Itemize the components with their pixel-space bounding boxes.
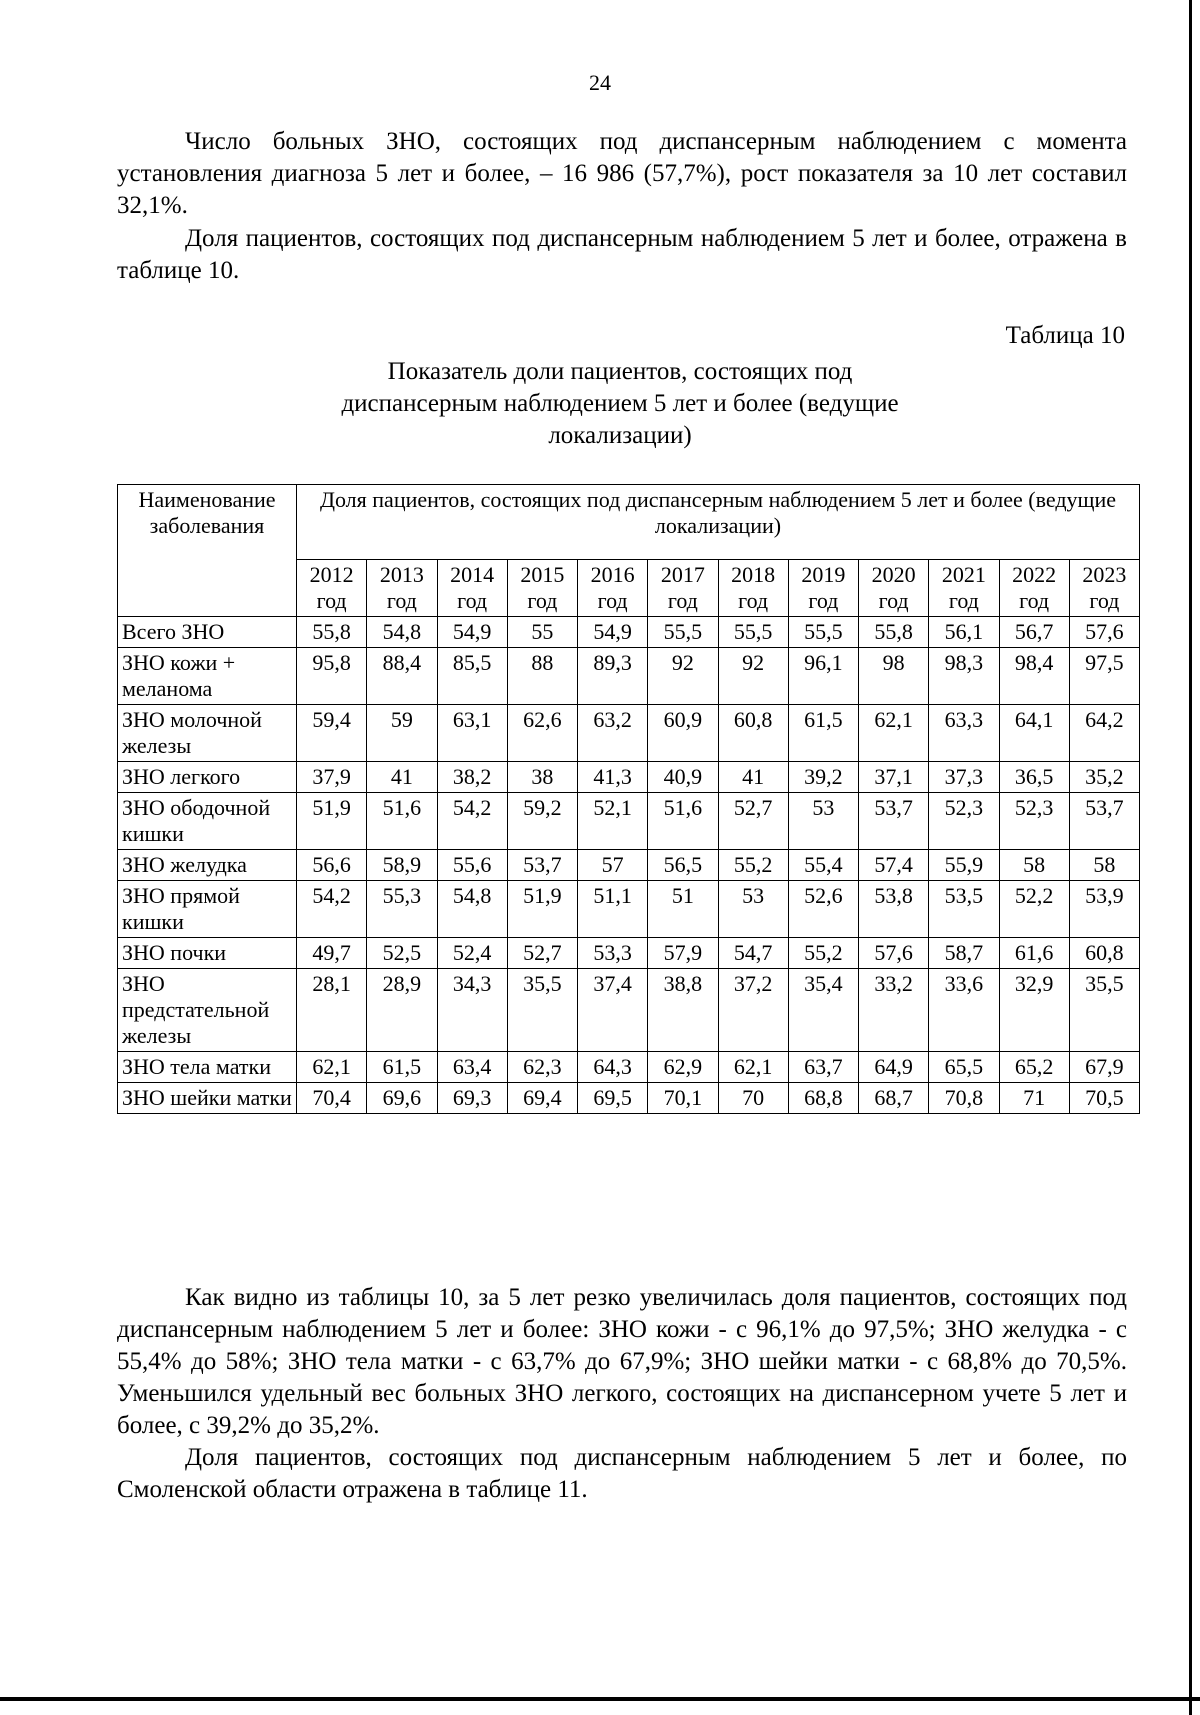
paragraph-intro-text: Число больных ЗНО, состоящих под диспансерным наблюдением с момента установления диагноза 5 лет и более, – 16 986 (57,7%), рост показателя за 10 лет составил 32,1%. xyxy=(117,128,1127,219)
value-cell: 58 xyxy=(999,850,1069,881)
value-cell: 56,7 xyxy=(999,617,1069,648)
value-cell: 37,2 xyxy=(718,969,788,1052)
value-cell: 55 xyxy=(507,617,577,648)
disease-name-cell: ЗНО тела матки xyxy=(118,1052,297,1083)
value-cell: 62,1 xyxy=(718,1052,788,1083)
data-table xyxy=(117,484,1140,1114)
value-cell: 33,2 xyxy=(859,969,929,1052)
year-column-header: 2018 год xyxy=(718,560,788,617)
value-cell: 52,7 xyxy=(507,938,577,969)
table-row xyxy=(118,1052,1140,1083)
value-cell: 52,6 xyxy=(788,881,858,938)
disease-name-cell: ЗНО предстательной железы xyxy=(118,969,297,1052)
value-cell: 70,1 xyxy=(648,1083,718,1114)
disease-name-cell: ЗНО почки xyxy=(118,938,297,969)
scan-edge-line xyxy=(1189,0,1192,1715)
value-cell: 52,4 xyxy=(437,938,507,969)
value-cell: 61,5 xyxy=(788,705,858,762)
year-column-header: 2013 год xyxy=(367,560,437,617)
value-cell: 53,7 xyxy=(1069,793,1139,850)
value-cell: 69,6 xyxy=(367,1083,437,1114)
value-cell: 55,9 xyxy=(929,850,999,881)
paragraph-table-reference-text: Доля пациентов, состоящих под диспансерным наблюдением 5 лет и более, отражена в таблице 10. xyxy=(117,225,1127,284)
value-cell: 40,9 xyxy=(648,762,718,793)
value-cell: 53,5 xyxy=(929,881,999,938)
value-cell: 69,3 xyxy=(437,1083,507,1114)
value-cell: 33,6 xyxy=(929,969,999,1052)
value-cell: 89,3 xyxy=(578,648,648,705)
table-label: Таблица 10 xyxy=(1005,322,1125,349)
value-cell: 51,9 xyxy=(507,881,577,938)
value-cell: 62,6 xyxy=(507,705,577,762)
value-cell: 59 xyxy=(367,705,437,762)
value-cell: 95,8 xyxy=(297,648,367,705)
value-cell: 53,3 xyxy=(578,938,648,969)
year-column-header: 2016 год xyxy=(578,560,648,617)
value-cell: 38 xyxy=(507,762,577,793)
value-cell: 57,6 xyxy=(1069,617,1139,648)
year-column-header: 2019 год xyxy=(788,560,858,617)
value-cell: 63,7 xyxy=(788,1052,858,1083)
value-cell: 54,7 xyxy=(718,938,788,969)
value-cell: 57,6 xyxy=(859,938,929,969)
value-cell: 60,8 xyxy=(1069,938,1139,969)
value-cell: 36,5 xyxy=(999,762,1069,793)
table-header-row xyxy=(118,485,1140,560)
value-cell: 52,3 xyxy=(929,793,999,850)
value-cell: 58 xyxy=(1069,850,1139,881)
value-cell: 88,4 xyxy=(367,648,437,705)
value-cell: 37,3 xyxy=(929,762,999,793)
value-cell: 51 xyxy=(648,881,718,938)
disease-name-cell: ЗНО желудка xyxy=(118,850,297,881)
value-cell: 60,8 xyxy=(718,705,788,762)
table-row xyxy=(118,648,1140,705)
value-cell: 58,7 xyxy=(929,938,999,969)
paragraph-next-table-text: Доля пациентов, состоящих под диспансерным наблюдением 5 лет и более, по Смоленской области отражена в таблице 11. xyxy=(117,1444,1127,1503)
paragraph-analysis-text: Как видно из таблицы 10, за 5 лет резко увеличилась доля пациентов, состоящих под диспансерным наблюдением 5 лет и более: ЗНО кожи - с 96,1% до 97,5%; ЗНО желудка - с 55,4% до 58%; ЗНО тела матки - с 63,7% до 67,9%; ЗНО шейки матки - с 68,8% до 70,5%. Уменьшился удельный вес больных ЗНО легкого, состоящих на диспансерном учете 5 лет и более, с 39,2% до 35,2%. xyxy=(117,1284,1127,1439)
value-cell: 57 xyxy=(578,850,648,881)
year-column-header: 2017 год xyxy=(648,560,718,617)
disease-name-cell: ЗНО ободочной кишки xyxy=(118,793,297,850)
value-cell: 51,1 xyxy=(578,881,648,938)
year-column-header: 2012 год xyxy=(297,560,367,617)
value-cell: 55,5 xyxy=(788,617,858,648)
value-cell: 61,6 xyxy=(999,938,1069,969)
value-cell: 54,2 xyxy=(297,881,367,938)
value-cell: 41,3 xyxy=(578,762,648,793)
value-cell: 98 xyxy=(859,648,929,705)
value-cell: 28,9 xyxy=(367,969,437,1052)
value-cell: 70 xyxy=(718,1083,788,1114)
disease-name-cell: ЗНО шейки матки xyxy=(118,1083,297,1114)
value-cell: 53,7 xyxy=(859,793,929,850)
value-cell: 51,6 xyxy=(648,793,718,850)
value-cell: 68,8 xyxy=(788,1083,858,1114)
year-column-header: 2015 год xyxy=(507,560,577,617)
table-title: Показатель доли пациентов, состоящих под диспансерным наблюдением 5 лет и более (ведущие локализации) xyxy=(341,358,899,449)
value-cell: 63,1 xyxy=(437,705,507,762)
value-cell: 38,2 xyxy=(437,762,507,793)
table-row xyxy=(118,969,1140,1052)
value-cell: 59,4 xyxy=(297,705,367,762)
value-cell: 37,9 xyxy=(297,762,367,793)
value-cell: 54,2 xyxy=(437,793,507,850)
value-cell: 56,5 xyxy=(648,850,718,881)
paragraph-next-table xyxy=(117,1442,1127,1506)
value-cell: 54,8 xyxy=(367,617,437,648)
value-cell: 49,7 xyxy=(297,938,367,969)
paragraph-intro xyxy=(117,126,1127,222)
value-cell: 55,6 xyxy=(437,850,507,881)
value-cell: 53,8 xyxy=(859,881,929,938)
value-cell: 70,5 xyxy=(1069,1083,1139,1114)
value-cell: 70,8 xyxy=(929,1083,999,1114)
value-cell: 63,2 xyxy=(578,705,648,762)
value-cell: 53,7 xyxy=(507,850,577,881)
value-cell: 52,2 xyxy=(999,881,1069,938)
table-row xyxy=(118,938,1140,969)
value-cell: 55,5 xyxy=(648,617,718,648)
value-cell: 54,8 xyxy=(437,881,507,938)
value-cell: 35,2 xyxy=(1069,762,1139,793)
value-cell: 71 xyxy=(999,1083,1069,1114)
value-cell: 53 xyxy=(788,793,858,850)
year-column-header: 2020 год xyxy=(859,560,929,617)
value-cell: 41 xyxy=(718,762,788,793)
value-cell: 67,9 xyxy=(1069,1052,1139,1083)
paragraph-table-reference xyxy=(117,223,1127,287)
value-cell: 35,5 xyxy=(1069,969,1139,1052)
value-cell: 62,3 xyxy=(507,1052,577,1083)
value-cell: 98,4 xyxy=(999,648,1069,705)
year-column-header: 2014 год xyxy=(437,560,507,617)
value-cell: 39,2 xyxy=(788,762,858,793)
value-cell: 54,9 xyxy=(437,617,507,648)
value-cell: 59,2 xyxy=(507,793,577,850)
disease-name-cell: ЗНО кожи + меланома xyxy=(118,648,297,705)
value-cell: 55,8 xyxy=(297,617,367,648)
value-cell: 64,3 xyxy=(578,1052,648,1083)
table-row xyxy=(118,881,1140,938)
value-cell: 53,9 xyxy=(1069,881,1139,938)
value-cell: 96,1 xyxy=(788,648,858,705)
value-cell: 63,3 xyxy=(929,705,999,762)
value-cell: 62,1 xyxy=(297,1052,367,1083)
value-cell: 52,3 xyxy=(999,793,1069,850)
value-cell: 64,1 xyxy=(999,705,1069,762)
year-column-header: 2021 год xyxy=(929,560,999,617)
value-cell: 54,9 xyxy=(578,617,648,648)
value-cell: 85,5 xyxy=(437,648,507,705)
value-cell: 55,3 xyxy=(367,881,437,938)
value-cell: 69,4 xyxy=(507,1083,577,1114)
value-cell: 34,3 xyxy=(437,969,507,1052)
value-cell: 68,7 xyxy=(859,1083,929,1114)
value-cell: 56,6 xyxy=(297,850,367,881)
value-cell: 55,5 xyxy=(718,617,788,648)
table-row xyxy=(118,617,1140,648)
value-cell: 88 xyxy=(507,648,577,705)
value-cell: 64,2 xyxy=(1069,705,1139,762)
year-column-header: 2023 год xyxy=(1069,560,1139,617)
value-cell: 56,1 xyxy=(929,617,999,648)
value-cell: 35,4 xyxy=(788,969,858,1052)
value-cell: 52,7 xyxy=(718,793,788,850)
table-row xyxy=(118,1083,1140,1114)
scan-bottom-rule xyxy=(0,1697,1200,1701)
value-cell: 53 xyxy=(718,881,788,938)
value-cell: 37,4 xyxy=(578,969,648,1052)
value-cell: 97,5 xyxy=(1069,648,1139,705)
value-cell: 61,5 xyxy=(367,1052,437,1083)
value-cell: 55,2 xyxy=(718,850,788,881)
value-cell: 52,1 xyxy=(578,793,648,850)
value-cell: 55,2 xyxy=(788,938,858,969)
value-cell: 70,4 xyxy=(297,1083,367,1114)
table-row xyxy=(118,762,1140,793)
value-cell: 69,5 xyxy=(578,1083,648,1114)
value-cell: 32,9 xyxy=(999,969,1069,1052)
page-number: 24 xyxy=(589,70,611,95)
value-cell: 51,9 xyxy=(297,793,367,850)
disease-name-cell: ЗНО молочной железы xyxy=(118,705,297,762)
value-cell: 92 xyxy=(648,648,718,705)
table-row xyxy=(118,850,1140,881)
value-cell: 62,9 xyxy=(648,1052,718,1083)
value-cell: 60,9 xyxy=(648,705,718,762)
value-cell: 98,3 xyxy=(929,648,999,705)
value-cell: 58,9 xyxy=(367,850,437,881)
value-cell: 28,1 xyxy=(297,969,367,1052)
value-cell: 55,4 xyxy=(788,850,858,881)
name-column-header: Наименование заболевания xyxy=(118,485,297,617)
value-cell: 64,9 xyxy=(859,1052,929,1083)
disease-name-cell: ЗНО легкого xyxy=(118,762,297,793)
disease-name-cell: ЗНО прямой кишки xyxy=(118,881,297,938)
year-column-header: 2022 год xyxy=(999,560,1069,617)
value-cell: 38,8 xyxy=(648,969,718,1052)
value-cell: 57,4 xyxy=(859,850,929,881)
value-cell: 51,6 xyxy=(367,793,437,850)
paragraph-analysis xyxy=(117,1282,1127,1442)
value-cell: 57,9 xyxy=(648,938,718,969)
value-cell: 92 xyxy=(718,648,788,705)
value-cell: 55,8 xyxy=(859,617,929,648)
value-cell: 65,5 xyxy=(929,1052,999,1083)
table-row xyxy=(118,705,1140,762)
value-cell: 52,5 xyxy=(367,938,437,969)
table-row xyxy=(118,793,1140,850)
value-cell: 37,1 xyxy=(859,762,929,793)
value-cell: 41 xyxy=(367,762,437,793)
value-cell: 62,1 xyxy=(859,705,929,762)
disease-name-cell: Всего ЗНО xyxy=(118,617,297,648)
value-cell: 65,2 xyxy=(999,1052,1069,1083)
value-cell: 35,5 xyxy=(507,969,577,1052)
group-column-header: Доля пациентов, состоящих под диспансерным наблюдением 5 лет и более (ведущие локализации) xyxy=(297,485,1140,560)
value-cell: 63,4 xyxy=(437,1052,507,1083)
